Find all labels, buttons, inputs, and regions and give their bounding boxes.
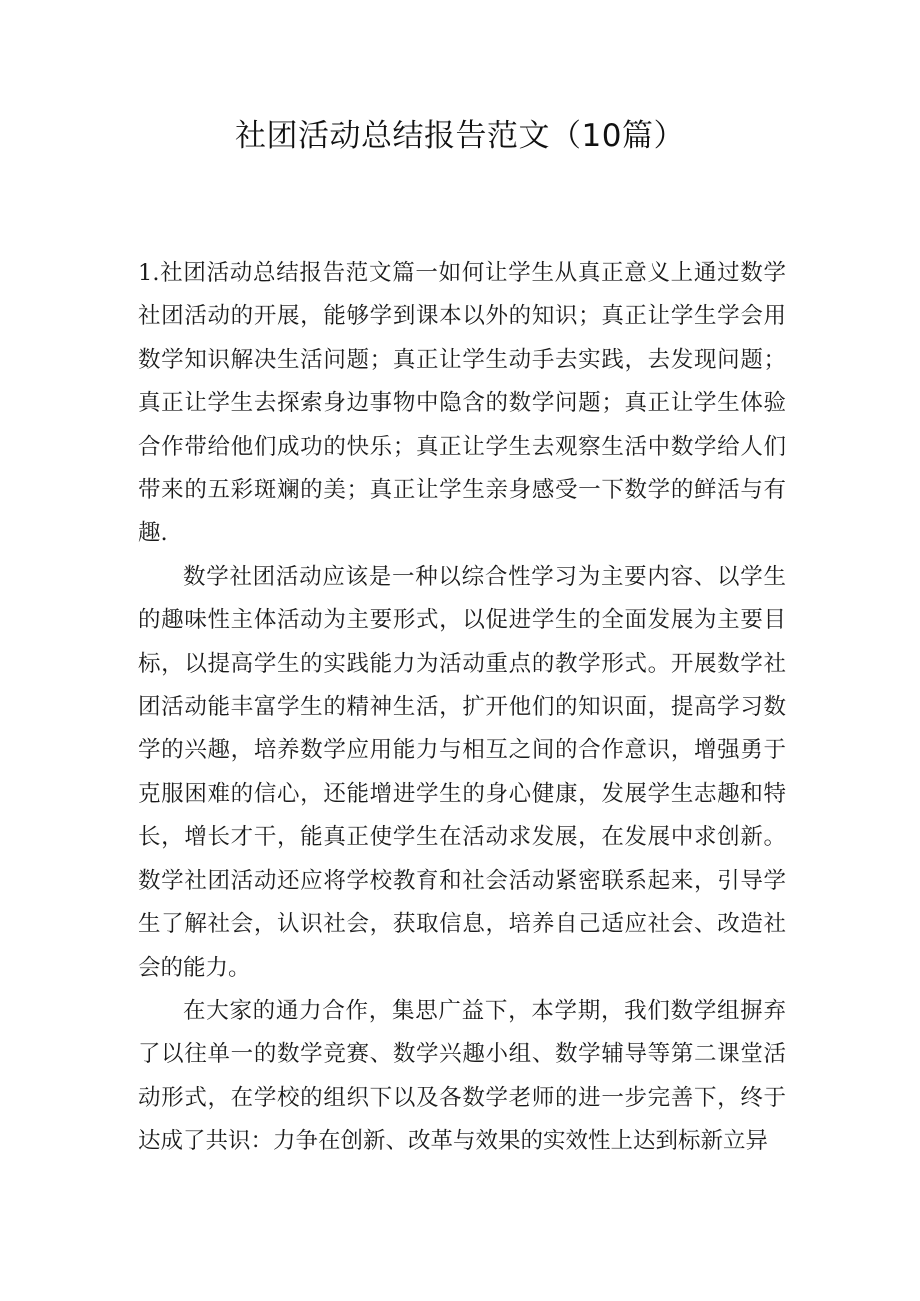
- document-title: 社团活动总结报告范文（10篇）: [235, 118, 685, 154]
- document-body: [138, 252, 786, 1164]
- paragraph-2: 数学社团活动应该是一种以综合性学习为主要内容、以学生的趣味性主体活动为主要形式，以促进学生的全面发展为主要目标，以提高学生的实践能力为活动重点的教学形式。开展数学社团活动能丰富学生的精神生活，扩开他们的知识面，提高学习数学的兴趣，培养数学应用能力与相互之间的合作意识，增强勇于克服困难的信心，还能增进学生的身心健康，发展学生志趣和特长，增长才干，能真正使学生在活动求发展，在发展中求创新。数学社团活动还应将学校教育和社会活动紧密联系起来，引导学生了解社会，认识社会，获取信息，培养自己适应社会、改造社会的能力。: [138, 563, 786, 981]
- paragraph-1: 1.社团活动总结报告范文篇一如何让学生从真正意义上通过数学社团活动的开展，能够学到课本以外的知识；真正让学生学会用数学知识解决生活问题；真正让学生动手去实践，去发现问题；真正让学生去探索身边事物中隐含的数学问题；真正让学生体验合作带给他们成功的快乐；真正让学生去观察生活中数学给人们带来的五彩斑斓的美；真正让学生亲身感受一下数学的鲜活与有趣.: [138, 260, 786, 547]
- paragraph-3: 在大家的通力合作，集思广益下，本学期，我们数学组摒弃了以往单一的数学竞赛、数学兴趣小组、数学辅导等第二课堂活动形式，在学校的组织下以及各数学老师的进一步完善下，终于达成了共识：力争在创新、改革与效果的实效性上达到标新立异: [138, 997, 786, 1155]
